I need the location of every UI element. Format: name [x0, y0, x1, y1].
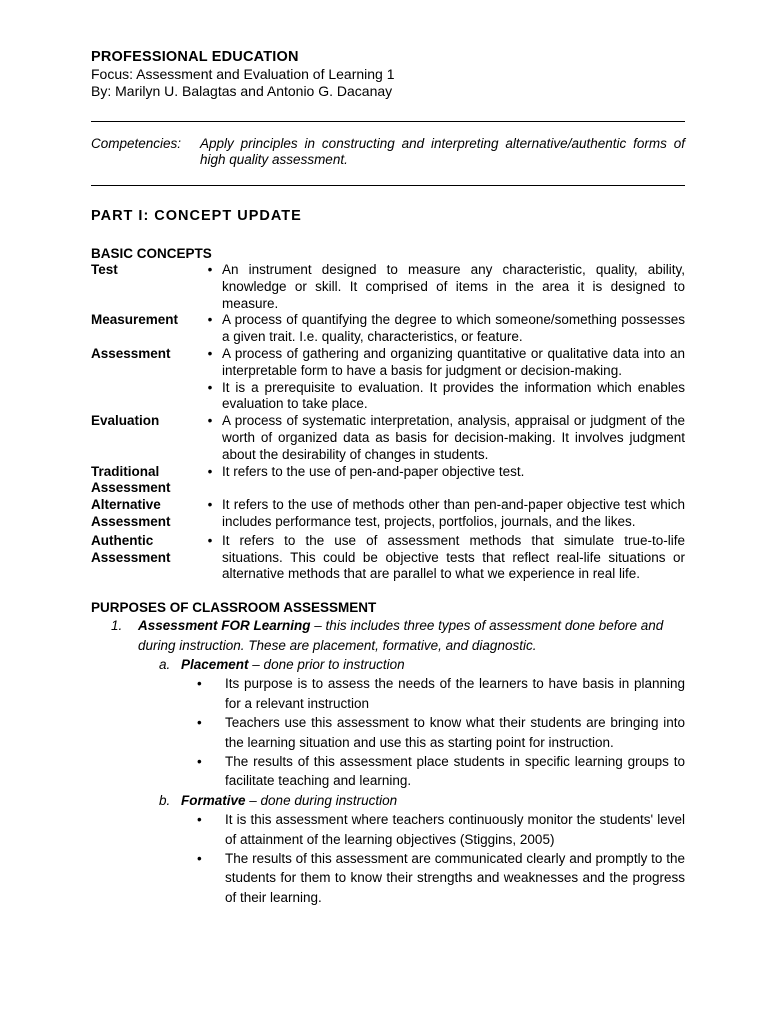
purpose-subitem-placement — [91, 655, 685, 674]
purpose-subitem-formative — [91, 791, 685, 810]
bullet-icon: • — [197, 676, 202, 692]
subitem-title: Formative — [181, 792, 246, 808]
purpose-description: – this includes three types of assessment done before and during instruction. These are placement, formative, and diagnostic. — [138, 618, 664, 653]
concept-term: Alternative Assessment — [91, 497, 171, 529]
concept-definition: It refers to the use of assessment methods that simulate true-to-life situations. This could be objective tests that reflect real-life situations or alternative methods that are parallel to what we experience in real life. — [222, 532, 685, 582]
competencies-label: Competencies: — [91, 136, 182, 151]
bullet-icon: • — [207, 345, 213, 361]
bullet-icon: • — [207, 262, 213, 277]
subitem-letter: b. — [159, 792, 171, 808]
document-header — [91, 48, 685, 100]
concept-term: Assessment — [91, 345, 171, 361]
concept-term: Traditional Assessment — [91, 463, 171, 496]
concept-definition: A process of gathering and organizing quantitative or qualitative data into an interpretable form to have a basis for judgment or decision-making. — [222, 345, 685, 378]
subitem-letter: a. — [159, 656, 171, 672]
concept-definition: A process of systematic interpretation, analysis, appraisal or judgment of the worth of organized data as basis for decision-making. It involves judgment about the desirability of changes in students. — [222, 413, 685, 462]
concept-term: Test — [91, 262, 118, 277]
purpose-item — [91, 616, 685, 655]
purpose-number: 1. — [111, 618, 123, 634]
concepts-list — [91, 262, 685, 583]
part-heading: PART I: CONCEPT UPDATE — [91, 208, 302, 224]
authors-line: By: Marilyn U. Balagtas and Antonio G. Dacanay — [91, 83, 393, 99]
concept-term: Authentic Assessment — [91, 532, 171, 565]
concept-row — [91, 413, 685, 463]
purpose-title: Assessment FOR Learning — [138, 618, 311, 634]
concept-term: Evaluation — [91, 413, 160, 429]
list-item: • It is this assessment where teachers continuously monitor the students' level of attainment of the learning objectives (Stiggins, 2005) — [91, 810, 685, 849]
subitem-description: – done prior to instruction — [248, 656, 405, 672]
concept-definition: An instrument designed to measure any characteristic, quality, ability, knowledge or skill. It comprised of items in the area it is designed to measure. — [222, 262, 685, 311]
list-item: • The results of this assessment place students in specific learning groups to facilitate teaching and learning. — [91, 752, 685, 791]
list-item: • Teachers use this assessment to know what their students are bringing into the learning situation and use this as starting point for instruction. — [91, 713, 685, 752]
concept-definition: It refers to the use of methods other than pen-and-paper objective test which includes performance test, projects, portfolios, journals, and the likes. — [222, 497, 685, 529]
bottom-divider — [91, 185, 685, 186]
course-title: PROFESSIONAL EDUCATION — [91, 49, 299, 65]
bullet-icon: • — [207, 312, 213, 328]
list-item: • Its purpose is to assess the needs of the learners to have basis in planning for a relevant instruction — [91, 674, 685, 713]
concept-definition: It refers to the use of pen-and-paper objective test. — [222, 463, 525, 479]
top-divider — [91, 121, 685, 122]
concept-row — [91, 312, 685, 346]
subitem-description: – done during instruction — [245, 792, 398, 808]
purposes-heading: PURPOSES OF CLASSROOM ASSESSMENT — [91, 600, 377, 616]
bullet-icon: • — [197, 851, 202, 867]
bullet-icon: • — [197, 753, 202, 769]
concept-row — [91, 464, 685, 498]
bullet-icon: • — [207, 379, 213, 395]
competencies-text: Apply principles in constructing and interpreting alternative/authentic forms of high quality assessment. — [200, 136, 685, 167]
focus-line: Focus: Assessment and Evaluation of Learning 1 — [91, 66, 395, 82]
bullet-icon: • — [197, 715, 202, 731]
concept-row — [91, 533, 685, 583]
bullet-icon: • — [207, 532, 213, 548]
bullet-icon: • — [207, 497, 213, 513]
concept-row — [91, 262, 685, 312]
concept-definition: It is a prerequisite to evaluation. It provides the information which enables evaluation to take place. — [222, 379, 685, 412]
concept-row — [91, 497, 685, 531]
bullet-icon: • — [197, 812, 202, 828]
purposes-list — [91, 616, 685, 907]
subitem-title: Placement — [181, 656, 249, 672]
concept-row — [91, 346, 685, 413]
bullet-icon: • — [207, 463, 213, 479]
basic-concepts-heading: BASIC CONCEPTS — [91, 246, 212, 261]
bullet-icon: • — [207, 413, 213, 429]
competencies-block — [91, 136, 685, 168]
list-item: • The results of this assessment are communicated clearly and promptly to the students for them to know their strengths and weaknesses and the progress of their learning. — [91, 849, 685, 907]
document-page — [91, 48, 685, 907]
concept-definition: A process of quantifying the degree to which someone/something possesses a given trait. I.e. quality, characteristics, or feature. — [222, 312, 685, 345]
concept-term: Measurement — [91, 312, 179, 328]
